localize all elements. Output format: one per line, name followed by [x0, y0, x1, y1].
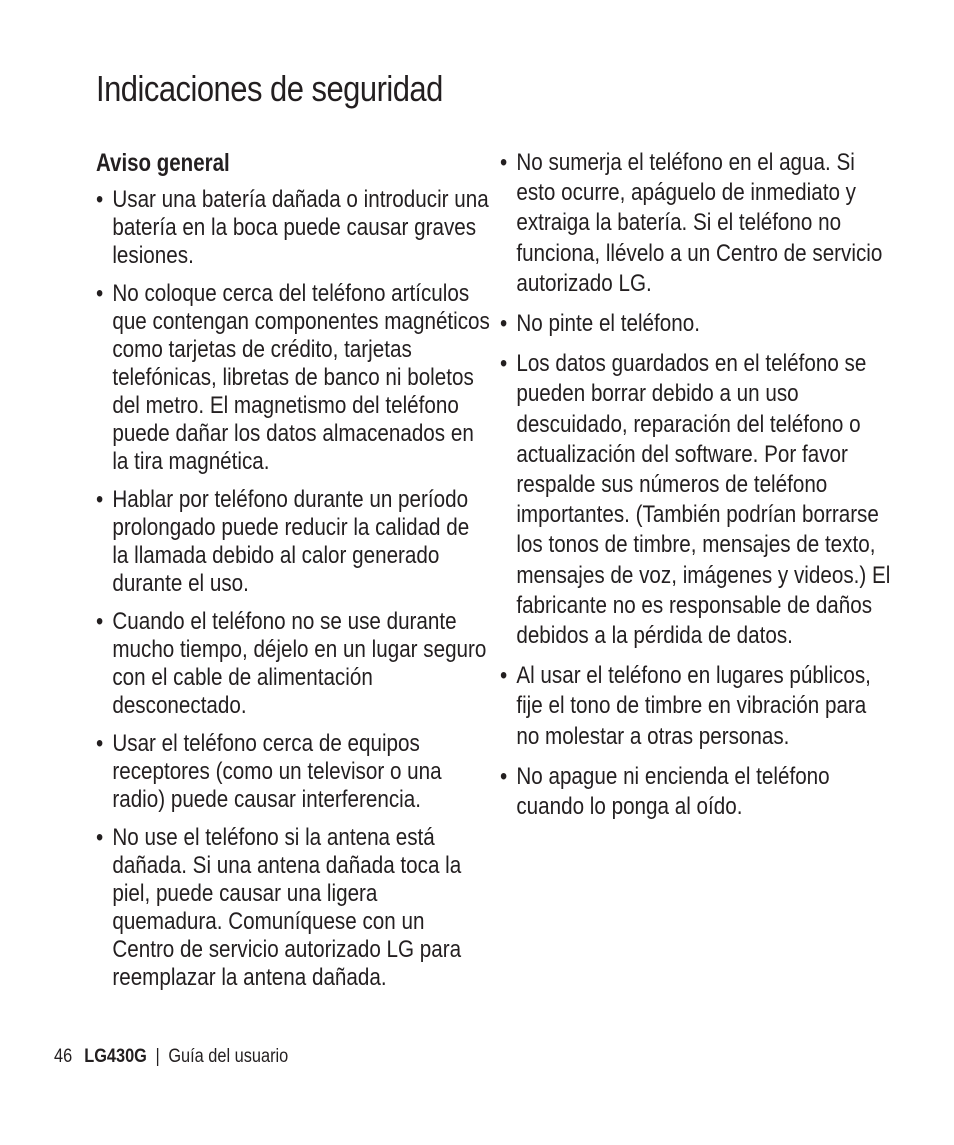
- bullet-icon: •: [96, 730, 104, 757]
- bullet-icon: •: [96, 186, 104, 213]
- bullet-icon: •: [500, 762, 508, 790]
- list-item: [500, 762, 895, 822]
- model-name: LG430G: [84, 1046, 147, 1067]
- section-heading: Aviso general: [96, 149, 230, 177]
- bullet-icon: •: [500, 149, 508, 176]
- page-footer: [54, 1046, 288, 1068]
- bullet-icon: •: [96, 824, 104, 851]
- list-item-text: No use el teléfono si la antena está dañada. Si una antena dañada toca la piel, puede causar una ligera quemadura. Comuníquese con un Centro de servicio autorizado LG para reemplazar la antena dañada.: [112, 824, 462, 991]
- list-item: [500, 661, 895, 752]
- bullet-icon: •: [500, 350, 508, 378]
- page-title: Indicaciones de seguridad: [96, 68, 443, 109]
- left-bullet-list: [96, 186, 496, 992]
- footer-separator: |: [155, 1046, 160, 1067]
- list-item: [96, 486, 491, 598]
- list-item-text: Los datos guardados en el teléfono se pueden borrar debido a un uso descuidado, reparación del teléfono o actualización del software. Por favor respalde sus números de teléfono importantes. (También podrían borrarse los tonos de timbre, mensajes de texto, mensajes de voz, imágenes y videos.) El fabricante no es responsable de daños debidos a la pérdida de datos.: [516, 350, 891, 650]
- guide-title: Guía del usuario: [168, 1046, 289, 1067]
- list-item-text: Usar una batería dañada o introducir una batería en la boca puede causar graves lesiones.: [112, 186, 489, 269]
- list-item-text: Hablar por teléfono durante un período prolongado puede reducir la calidad de la llamada debido al calor generado durante el uso.: [112, 486, 470, 597]
- list-item-text: Al usar el teléfono en lugares públicos, fije el tono de timbre en vibración para no molestar a otras personas.: [516, 662, 871, 750]
- right-column: [500, 148, 900, 832]
- bullet-icon: •: [500, 662, 508, 690]
- list-item: [500, 349, 895, 651]
- list-item: [500, 309, 895, 339]
- right-bullet-list: [500, 148, 900, 822]
- list-item: [500, 148, 895, 299]
- bullet-icon: •: [96, 280, 104, 307]
- list-item: [96, 824, 491, 992]
- list-item-text: Cuando el teléfono no se use durante mucho tiempo, déjelo en un lugar seguro con el cable de alimentación desconectado.: [112, 608, 487, 719]
- bullet-icon: •: [96, 486, 104, 513]
- list-item-text: No apague ni encienda el teléfono cuando lo ponga al oído.: [516, 762, 830, 821]
- list-item: [96, 186, 491, 270]
- bullet-icon: •: [96, 608, 104, 635]
- left-column: [96, 148, 496, 1002]
- list-item: [96, 730, 491, 814]
- list-item-text: No coloque cerca del teléfono artículos que contengan componentes magnéticos como tarjetas de crédito, tarjetas telefónicas, libretas de banco ni boletos del metro. El magnetismo del teléfono puede dañar los datos almacenados en la tira magnética.: [112, 280, 490, 475]
- list-item: [96, 280, 491, 476]
- page-number: 46: [54, 1046, 73, 1067]
- list-item-text: Usar el teléfono cerca de equipos receptores (como un televisor o una radio) puede causar interferencia.: [112, 730, 442, 813]
- bullet-icon: •: [500, 310, 508, 338]
- list-item: [96, 608, 491, 720]
- list-item-text: No sumerja el teléfono en el agua. Si esto ocurre, apáguelo de inmediato y extraiga la batería. Si el teléfono no funciona, llévelo a un Centro de servicio autorizado LG.: [516, 149, 883, 297]
- list-item-text: No pinte el teléfono.: [516, 310, 700, 338]
